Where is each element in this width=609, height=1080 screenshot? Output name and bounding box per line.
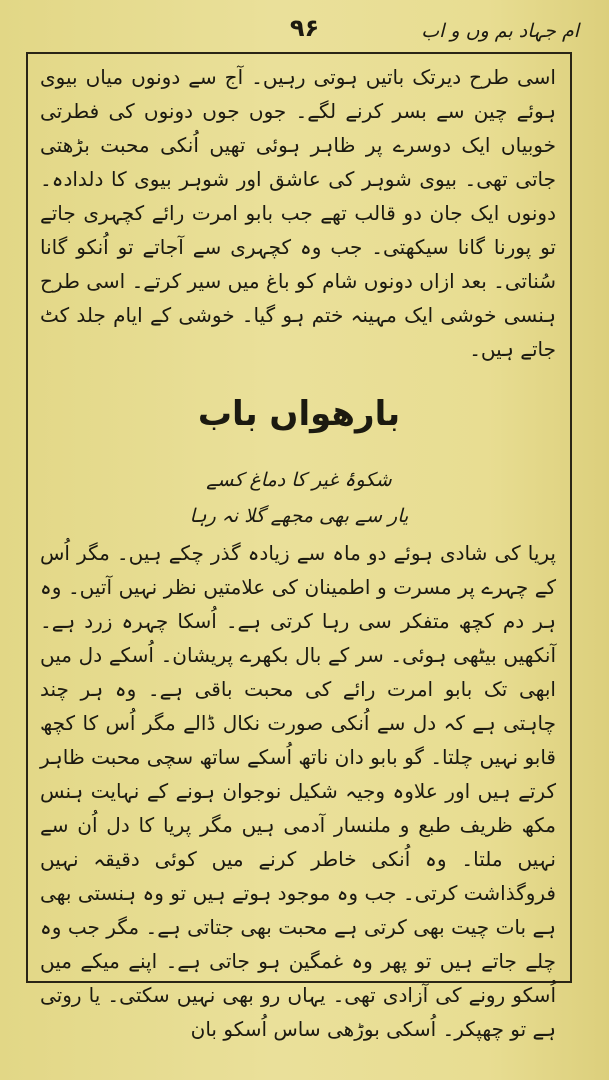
epigraph: [28, 462, 570, 534]
text-frame: [26, 52, 572, 1041]
chapter-title: بارھواں باب: [197, 394, 401, 434]
page-number: ۹۶: [289, 14, 320, 42]
running-head-title: ام جہاد بم وں و اب: [421, 20, 579, 42]
epigraph-line-1: شکوۂ غیر کا دماغ کسے: [206, 469, 392, 491]
epigraph-line-2: یار سے بھی مجھے گلا نہ رہا: [189, 505, 409, 527]
paragraph-1: اسی طرح دیرتک باتیں ہوتی رہیں۔ آج سے دونوں میاں بیوی ہوئے چین سے بسر کرنے لگے۔ جوں جوں دونوں کی فطرتی خوبیاں ایک دوسرے پر ظاہر ہوئی تھیں اُنکی محبت بڑھتی جاتی تھی۔ بیوی شوہر کی عاشق اور شوہر بیوی کا دلدادہ۔ دونوں ایک جان دو قالب تھے جب بابو امرت رائے کچہری جاتے تو پورنا گانا سیکھتی۔ جب وہ کچہری سے آجاتے تو اُنکو گانا سُناتی۔ بعد ازاں دونوں شام کو باغ میں سیر کرتے۔ اسی طرح ہنسی خوشی ایک مہینہ ختم ہو گیا۔ خوشی کے ایام جلد کٹ جاتے ہیں۔: [40, 65, 556, 361]
paragraph-2: پریا کی شادی ہوئے دو ماہ سے زیادہ گذر چکے ہیں۔ مگر اُس کے چہرے پر مسرت و اطمینان کی علامتیں نظر نہیں آتیں۔ وہ ہر دم کچھ متفکر سی رہا کرتی ہے۔ اُسکا چہرہ زرد ہے۔ آنکھیں بیٹھی ہوئی۔ سر کے بال بکھرے پریشان۔ اُسکے دل میں ابھی تک بابو امرت رائے کی محبت باقی ہے۔ وہ ہر چند چاہتی ہے کہ دل سے اُنکی صورت نکال ڈالے مگر اُس کا کچھ قابو نہیں چلتا۔ گو بابو دان ناتھ اُسکے ساتھ سچی محبت ظاہر کرتے ہیں اور علاوہ وجیہ شکیل نوجوان ہونے کے نہایت ہنس مکھ ظریف طبع و ملنسار آدمی ہیں مگر پریا کا دل اُن سے نہیں ملتا۔ وہ اُنکی خاطر کرنے میں کوئی دقیقہ نہیں فروگذاشت کرتی۔ جب وہ موجود ہوتے ہیں تو وہ ہنستی بھی ہے بات چیت بھی کرتی ہے محبت بھی جتاتی ہے۔ مگر جب وہ چلے جاتے ہیں تو پھر وہ غمگین ہو جاتی ہے۔ اپنے میکے میں اُسکو رونے کی آزادی تھی۔ یہاں رو بھی نہیں سکتی۔ یا روتی ہے تو چھپکر۔ اُسکی بوڑھی ساس اُسکو بان: [40, 541, 556, 1041]
running-head: [30, 14, 579, 54]
